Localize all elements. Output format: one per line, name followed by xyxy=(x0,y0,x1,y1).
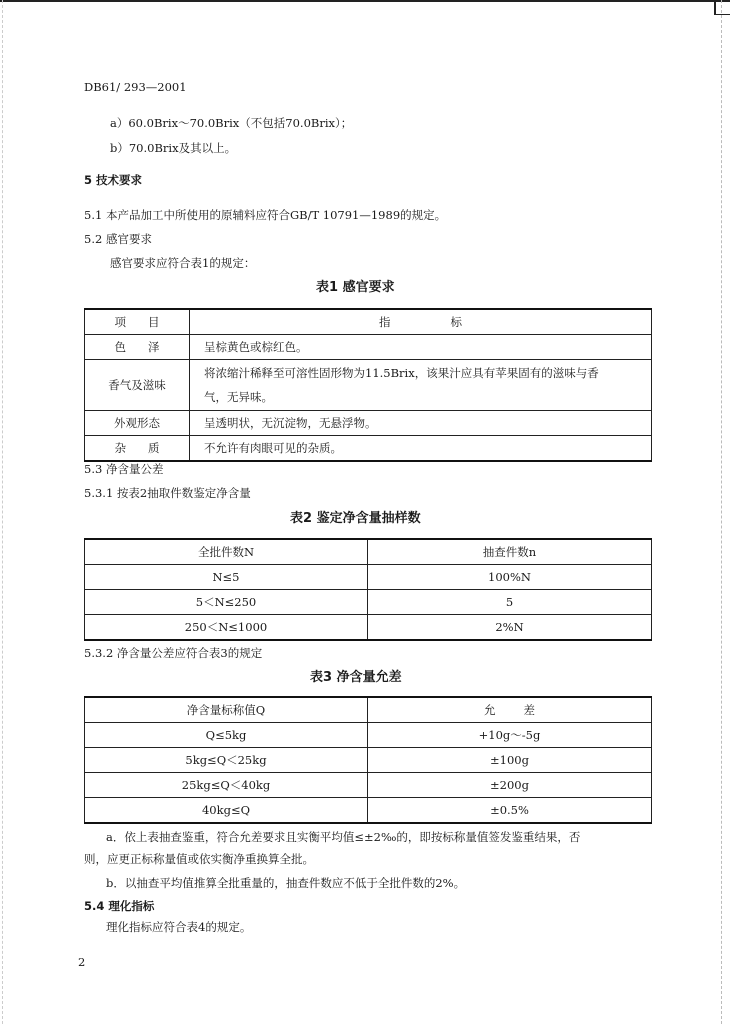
table3-header-nominal: 净含量标称值Q xyxy=(85,697,368,723)
table3-cell: Q≤5kg xyxy=(85,723,368,748)
table1-cell-value: 呈棕黄色或棕红色。 xyxy=(190,335,652,360)
note-b: b．以抽查平均值推算全批重量的，抽查件数应不低于全批件数的2%。 xyxy=(106,876,466,890)
table3-cell: 5kg≤Q＜25kg xyxy=(85,748,368,773)
table1-cell-value: 呈透明状，无沉淀物，无悬浮物。 xyxy=(190,411,652,436)
table2-header-lot: 全批件数N xyxy=(85,539,368,565)
table3-cell: 40kg≤Q xyxy=(85,798,368,824)
table3-header-tolerance: 允差 xyxy=(368,697,652,723)
scan-corner-mark xyxy=(714,0,730,15)
table2-cell: 2%N xyxy=(368,615,652,641)
table-row xyxy=(85,615,652,641)
table1-cell-line: 将浓缩汁稀释至可溶性固形物为11.5Brix，该果汁应具有苹果固有的滋味与香 xyxy=(204,366,599,380)
table-row xyxy=(85,360,652,411)
list-item-b: b）70.0Brix及其以上。 xyxy=(110,141,237,155)
table2-cell: 5 xyxy=(368,590,652,615)
note-a-line2: 则，应更正标称量值或依实衡净重换算全批。 xyxy=(84,852,314,866)
table1-cell-label: 外观形态 xyxy=(85,411,190,436)
table1-cell-label: 色泽 xyxy=(85,335,190,360)
section-5-heading: 5 技术要求 xyxy=(84,173,143,187)
table2-header-sample: 抽查件数n xyxy=(368,539,652,565)
table1-cell-line: 气，无异味。 xyxy=(204,390,273,404)
doc-code-header: DB61/ 293—2001 xyxy=(84,80,187,94)
page-number: 2 xyxy=(78,955,86,969)
table3-cell: ±0.5% xyxy=(368,798,652,824)
table2-cell: 250＜N≤1000 xyxy=(85,615,368,641)
table3-cell: +10g～-5g xyxy=(368,723,652,748)
section-5-2-text: 感官要求应符合表1的规定： xyxy=(110,256,256,270)
table3-cell: ±200g xyxy=(368,773,652,798)
section-5-1: 5.1 本产品加工中所使用的原辅料应符合GB/T 10791—1989的规定。 xyxy=(84,208,447,222)
scan-right-edge xyxy=(721,0,722,1024)
table3-caption: 表3 净含量允差 xyxy=(310,670,402,685)
table-header-row xyxy=(85,309,652,335)
table1-cell-value xyxy=(190,360,652,411)
table2-cell: 100%N xyxy=(368,565,652,590)
table-row xyxy=(85,798,652,824)
table-row xyxy=(85,436,652,462)
table-header-row xyxy=(85,697,652,723)
table-row xyxy=(85,565,652,590)
table2-cell: 5＜N≤250 xyxy=(85,590,368,615)
section-5-2-heading: 5.2 感官要求 xyxy=(84,232,152,246)
table-row xyxy=(85,335,652,360)
section-5-4-heading: 5.4 理化指标 xyxy=(84,899,155,913)
table1-cell-label: 杂质 xyxy=(85,436,190,462)
list-item-a: a）60.0Brix～70.0Brix（不包括70.0Brix）； xyxy=(110,116,353,130)
scan-left-edge xyxy=(2,0,3,1024)
table3-cell: ±100g xyxy=(368,748,652,773)
table3-cell: 25kg≤Q＜40kg xyxy=(85,773,368,798)
section-5-3-1: 5.3.1 按表2抽取件数鉴定净含量 xyxy=(84,486,251,500)
table3-tolerance xyxy=(84,696,652,824)
table1-cell-value: 不允许有肉眼可见的杂质。 xyxy=(190,436,652,462)
section-5-4-text: 理化指标应符合表4的规定。 xyxy=(106,920,252,934)
table2-cell: N≤5 xyxy=(85,565,368,590)
table-row xyxy=(85,723,652,748)
table1-sensory xyxy=(84,308,652,462)
table-header-row xyxy=(85,539,652,565)
scan-top-edge xyxy=(0,0,730,2)
table-row xyxy=(85,748,652,773)
section-5-3-2: 5.3.2 净含量公差应符合表3的规定 xyxy=(84,646,263,660)
table2-sampling xyxy=(84,538,652,641)
table1-header-item: 项目 xyxy=(85,309,190,335)
table1-caption: 表1 感官要求 xyxy=(316,280,395,295)
section-5-3-heading: 5.3 净含量公差 xyxy=(84,462,164,476)
table1-header-index: 指标 xyxy=(190,309,652,335)
table1-cell-label: 香气及滋味 xyxy=(85,360,190,411)
table-row xyxy=(85,411,652,436)
table-row xyxy=(85,590,652,615)
table-row xyxy=(85,773,652,798)
table2-caption: 表2 鉴定净含量抽样数 xyxy=(290,511,421,526)
note-a-line1: a．依上表抽查鉴重，符合允差要求且实衡平均值≤±2‰的，即按标称量值签发鉴重结果，否 xyxy=(106,830,581,844)
